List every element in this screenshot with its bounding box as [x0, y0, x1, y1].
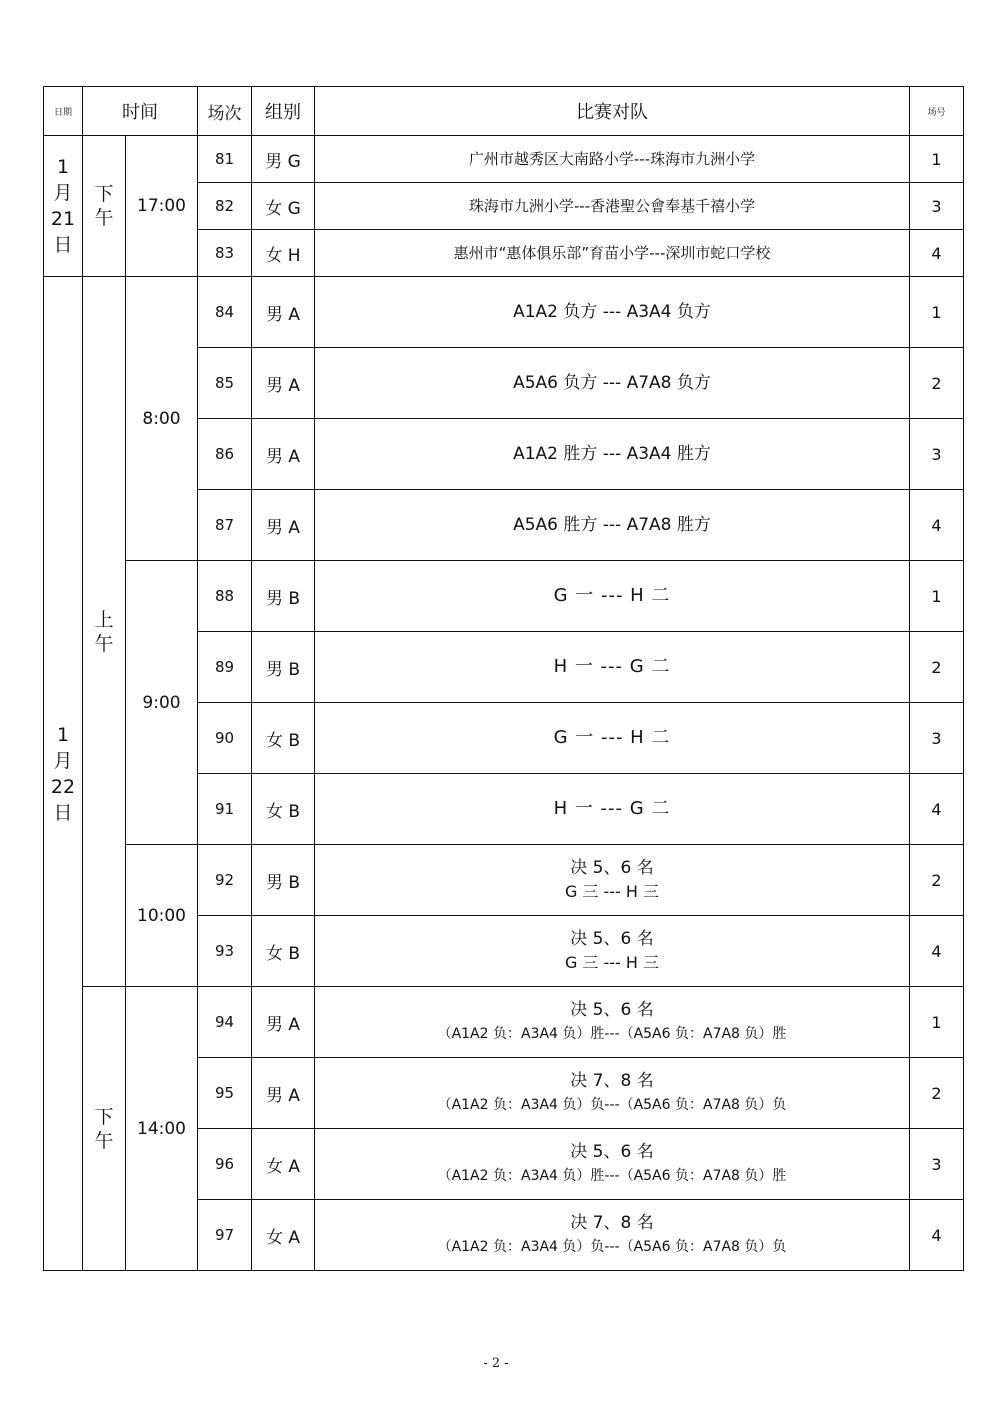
match-no: 93 [198, 916, 252, 987]
match-court: 4 [910, 774, 964, 845]
match-no: 82 [198, 183, 252, 230]
match-court: 4 [910, 230, 964, 277]
match-group: 男 A [252, 987, 315, 1058]
period-cell-afternoon-21: 下 午 [83, 136, 126, 277]
match-no: 94 [198, 987, 252, 1058]
match-group: 男 A [252, 419, 315, 490]
match-court: 2 [910, 632, 964, 703]
match-no: 85 [198, 348, 252, 419]
match-court: 3 [910, 1129, 964, 1200]
time-cell: 8:00 [126, 277, 198, 561]
match-court: 4 [910, 1200, 964, 1271]
match-group: 男 A [252, 277, 315, 348]
match-group: 女 B [252, 703, 315, 774]
match-group: 女 H [252, 230, 315, 277]
match-teams: A1A2 胜方 --- A3A4 胜方 [315, 419, 910, 490]
match-group: 男 G [252, 136, 315, 183]
schedule-table [43, 86, 964, 1271]
match-title: 决 7、8 名 [570, 1213, 654, 1233]
date-cell-22: 1 月 22 日 [44, 277, 83, 1271]
match-no: 91 [198, 774, 252, 845]
match-court: 2 [910, 845, 964, 916]
match-detail: （A1A2 负：A3A4 负）胜---（A5A6 负：A7A8 负）胜 [437, 1168, 787, 1184]
match-group: 男 B [252, 561, 315, 632]
match-group: 男 B [252, 632, 315, 703]
header-group: 组别 [252, 87, 315, 136]
period-cell-morning-22: 上 午 [83, 277, 126, 987]
time-cell: 10:00 [126, 845, 198, 987]
match-teams [315, 1129, 910, 1200]
match-group: 女 A [252, 1200, 315, 1271]
match-no: 88 [198, 561, 252, 632]
match-court: 3 [910, 419, 964, 490]
match-teams [315, 1200, 910, 1271]
match-title: 决 5、6 名 [570, 1000, 654, 1020]
match-court: 3 [910, 183, 964, 230]
match-teams [315, 845, 910, 916]
match-no: 83 [198, 230, 252, 277]
match-court: 3 [910, 703, 964, 774]
period-cell-afternoon-22: 下 午 [83, 987, 126, 1271]
match-group: 女 B [252, 774, 315, 845]
time-cell: 9:00 [126, 561, 198, 845]
match-detail: G 三 --- H 三 [564, 953, 660, 972]
header-row [44, 87, 964, 136]
match-teams: H 一 --- G 二 [315, 774, 910, 845]
time-cell: 14:00 [126, 987, 198, 1271]
match-teams: A5A6 胜方 --- A7A8 胜方 [315, 490, 910, 561]
match-no: 92 [198, 845, 252, 916]
match-detail: （A1A2 负：A3A4 负）负---（A5A6 负：A7A8 负）负 [437, 1097, 787, 1113]
match-no: 95 [198, 1058, 252, 1129]
header-time: 时间 [83, 87, 198, 136]
match-no: 89 [198, 632, 252, 703]
match-court: 1 [910, 277, 964, 348]
match-title: 决 7、8 名 [570, 1071, 654, 1091]
match-teams: G 一 --- H 二 [315, 703, 910, 774]
time-cell: 17:00 [126, 136, 198, 277]
page-number: - 2 - [483, 1356, 509, 1371]
match-court: 2 [910, 1058, 964, 1129]
match-teams: A5A6 负方 --- A7A8 负方 [315, 348, 910, 419]
table-row [44, 561, 964, 632]
header-teams: 比赛对队 [315, 87, 910, 136]
match-group: 女 G [252, 183, 315, 230]
match-no: 81 [198, 136, 252, 183]
match-no: 86 [198, 419, 252, 490]
date-cell-21: 1 月 21 日 [44, 136, 83, 277]
match-no: 96 [198, 1129, 252, 1200]
match-teams: 广州市越秀区大南路小学---珠海市九洲小学 [315, 136, 910, 183]
match-teams: G 一 --- H 二 [315, 561, 910, 632]
match-no: 84 [198, 277, 252, 348]
match-detail: （A1A2 负：A3A4 负）负---（A5A6 负：A7A8 负）负 [437, 1239, 787, 1255]
header-court: 场号 [910, 87, 964, 136]
match-detail: （A1A2 负：A3A4 负）胜---（A5A6 负：A7A8 负）胜 [437, 1026, 787, 1042]
match-court: 2 [910, 348, 964, 419]
match-court: 4 [910, 916, 964, 987]
table-row [44, 136, 964, 183]
match-group: 女 B [252, 916, 315, 987]
header-date: 日期 [44, 87, 83, 136]
match-teams [315, 916, 910, 987]
match-group: 男 A [252, 348, 315, 419]
match-no: 90 [198, 703, 252, 774]
header-match-no: 场次 [198, 87, 252, 136]
match-teams: A1A2 负方 --- A3A4 负方 [315, 277, 910, 348]
match-group: 女 A [252, 1129, 315, 1200]
match-detail: G 三 --- H 三 [564, 882, 660, 901]
match-teams: 惠州市“惠体俱乐部”育苗小学---深圳市蛇口学校 [315, 230, 910, 277]
match-no: 97 [198, 1200, 252, 1271]
table-row [44, 277, 964, 348]
match-court: 1 [910, 987, 964, 1058]
match-teams: H 一 --- G 二 [315, 632, 910, 703]
match-teams: 珠海市九洲小学---香港聖公會奉基千禧小学 [315, 183, 910, 230]
table-row [44, 845, 964, 916]
table-row [44, 987, 964, 1058]
match-title: 决 5、6 名 [570, 858, 654, 878]
match-group: 男 B [252, 845, 315, 916]
match-group: 男 A [252, 1058, 315, 1129]
match-court: 1 [910, 136, 964, 183]
match-teams [315, 1058, 910, 1129]
match-title: 决 5、6 名 [570, 1142, 654, 1162]
match-group: 男 A [252, 490, 315, 561]
match-court: 1 [910, 561, 964, 632]
match-title: 决 5、6 名 [570, 929, 654, 949]
match-teams [315, 987, 910, 1058]
match-court: 4 [910, 490, 964, 561]
match-no: 87 [198, 490, 252, 561]
